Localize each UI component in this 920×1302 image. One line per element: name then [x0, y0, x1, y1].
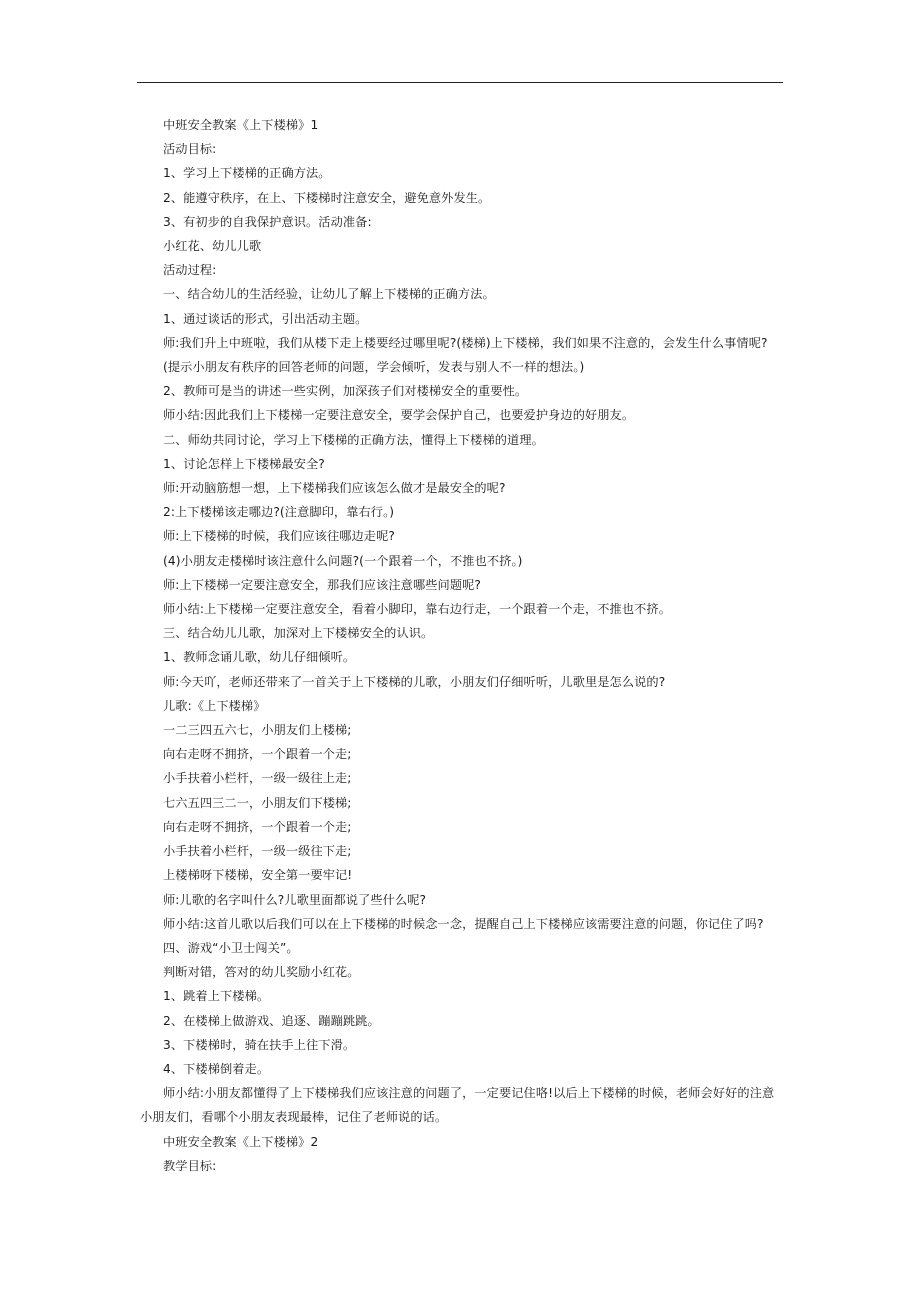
- paragraph: 师:我们升上中班啦，我们从楼下走上楼要经过哪里呢?(楼梯)上下楼梯，我们如果不注意的，会发生什么事情呢?: [163, 335, 768, 350]
- paragraph: 师小结:这首儿歌以后我们可以在上下楼梯的时候念一念，提醒自己上下楼梯应该需要注意的问题，你记住了吗?: [163, 916, 764, 931]
- paragraph: 2、能遵守秩序，在上、下楼梯时注意安全，避免意外发生。: [163, 190, 491, 205]
- paragraph: 三、结合幼儿儿歌，加深对上下楼梯安全的认识。: [163, 626, 434, 641]
- paragraph: 师:上下楼梯一定要注意安全，那我们应该注意哪些问题呢?: [163, 577, 481, 592]
- song-line: 小手扶着小栏杆，一级一级往上走;: [163, 771, 352, 786]
- paragraph: 师小结:小朋友都懂得了上下楼梯我们应该注意的问题了，一定要记住咯!以后上下楼梯的时候，老师会好好的注意小朋友们，看哪个小朋友表现最棒，记住了老师说的话。: [140, 1086, 775, 1125]
- document-body: [140, 113, 783, 1178]
- song-title: 儿歌:《上下楼梯》: [163, 698, 266, 713]
- paragraph: 四、游戏“小卫士闯关”。: [163, 940, 299, 955]
- song-line: 一二三四五六七，小朋友们上楼梯;: [163, 723, 352, 738]
- paragraph: 小红花、幼儿儿歌: [163, 239, 262, 254]
- paragraph: 一、结合幼儿的生活经验，让幼儿了解上下楼梯的正确方法。: [163, 287, 495, 302]
- paragraph: 2:上下楼梯该走哪边?(注意脚印，靠右行。): [163, 505, 395, 520]
- paragraph: 2、教师可是当的讲述一些实例，加深孩子们对楼梯安全的重要性。: [163, 384, 528, 399]
- section-heading: 活动目标:: [163, 142, 217, 157]
- paragraph: 师小结:上下楼梯一定要注意安全，看着小脚印，靠右边行走，一个跟着一个走，不推也不挤。: [163, 602, 671, 617]
- paragraph: 2、在楼梯上做游戏、追逐、蹦蹦跳跳。: [163, 1013, 380, 1028]
- song-line: 上楼梯呀下楼梯，安全第一要牢记!: [163, 868, 353, 883]
- paragraph: (提示小朋友有秩序的回答老师的问题，学会倾听，发表与别人不一样的想法。): [163, 360, 585, 375]
- song-line: 小手扶着小栏杆，一级一级往下走;: [163, 844, 352, 859]
- section-heading: 教学目标:: [163, 1158, 217, 1173]
- song-line: 七六五四三二一，小朋友们下楼梯;: [163, 795, 352, 810]
- paragraph: 师:开动脑筋想一想，上下楼梯我们应该怎么做才是最安全的呢?: [163, 481, 506, 496]
- paragraph: 3、有初步的自我保护意识。活动准备:: [163, 214, 372, 229]
- paragraph: 师:今天吖，老师还带来了一首关于上下楼梯的儿歌，小朋友们仔细听听，儿歌里是怎么说的?: [163, 674, 666, 689]
- paragraph: 1、学习上下楼梯的正确方法。: [163, 166, 331, 181]
- paragraph: 判断对错，答对的幼儿奖励小红花。: [163, 965, 360, 980]
- paragraph: 3、下楼梯时，骑在扶手上往下滑。: [163, 1037, 356, 1052]
- paragraph: 4、下楼梯倒着走。: [163, 1061, 270, 1076]
- paragraph: 师:上下楼梯的时候，我们应该往哪边走呢?: [163, 529, 395, 544]
- paragraph: 师:儿歌的名字叫什么?儿歌里面都说了些什么呢?: [163, 892, 427, 907]
- paragraph: 二、师幼共同讨论，学习上下楼梯的正确方法，懂得上下楼梯的道理。: [163, 432, 544, 447]
- paragraph: 1、教师念诵儿歌，幼儿仔细倾听。: [163, 650, 356, 665]
- lesson-title: 中班安全教案《上下楼梯》1: [163, 118, 319, 132]
- lesson-title: 中班安全教案《上下楼梯》2: [163, 1134, 319, 1149]
- paragraph: (4)小朋友走楼梯时该注意什么问题?(一个跟着一个，不推也不挤。): [163, 553, 523, 568]
- song-line: 向右走呀不拥挤，一个跟着一个走;: [163, 819, 352, 834]
- paragraph: 1、跳着上下楼梯。: [163, 989, 270, 1004]
- paragraph: 1、讨论怎样上下楼梯最安全?: [163, 456, 325, 471]
- song-line: 向右走呀不拥挤，一个跟着一个走;: [163, 747, 352, 762]
- paragraph: 师小结:因此我们上下楼梯一定要注意安全，要学会保护自己，也要爱护身边的好朋友。: [163, 408, 635, 423]
- header-rule: [137, 82, 783, 83]
- paragraph: 1、通过谈话的形式，引出活动主题。: [163, 311, 368, 326]
- section-heading: 活动过程:: [163, 263, 217, 278]
